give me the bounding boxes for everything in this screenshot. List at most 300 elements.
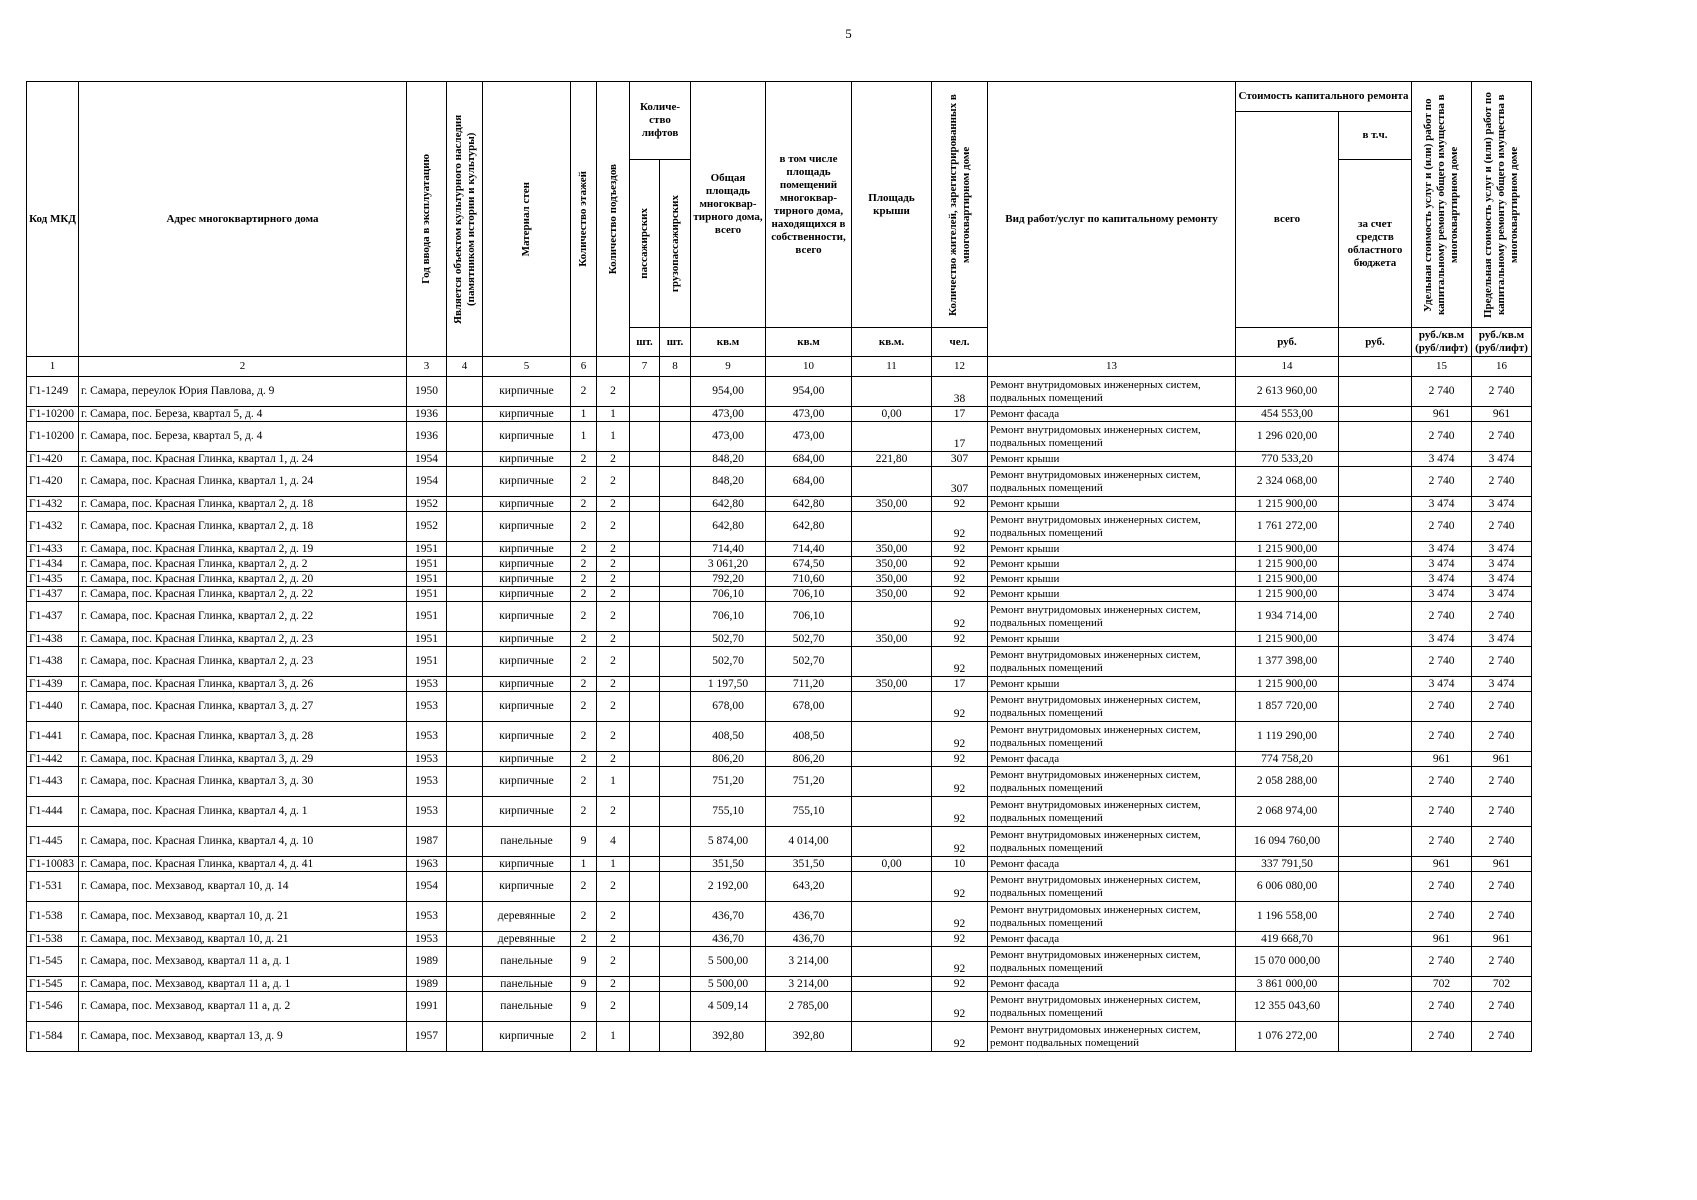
cell-entrances: 2 xyxy=(597,752,630,767)
cell-lifts-cargo xyxy=(660,557,691,572)
cell-floors: 2 xyxy=(571,1022,597,1052)
cell-max-cost: 2 740 xyxy=(1472,377,1532,407)
header-material: Материал стен xyxy=(520,181,532,257)
cell-total-area: 1 197,50 xyxy=(691,677,766,692)
cell-owned-area: 755,10 xyxy=(766,797,852,827)
column-number: 5 xyxy=(483,357,571,377)
cell-total-area: 792,20 xyxy=(691,572,766,587)
page-number: 5 xyxy=(845,26,852,41)
cell-unit-cost: 3 474 xyxy=(1412,632,1472,647)
unit-lifts-c: шт. xyxy=(660,328,691,357)
cell-unit-cost: 2 740 xyxy=(1412,602,1472,632)
cell-work-type: Ремонт внутридомовых инженерных систем, подвальных помещений xyxy=(988,992,1236,1022)
cell-total-area: 678,00 xyxy=(691,692,766,722)
cell-work-type: Ремонт крыши xyxy=(988,542,1236,557)
cell-address: г. Самара, пос. Красная Глинка, квартал 3, д. 26 xyxy=(79,677,407,692)
cell-residents: 92 xyxy=(932,557,988,572)
cell-cost-regional xyxy=(1339,932,1412,947)
cell-unit-cost: 2 740 xyxy=(1412,512,1472,542)
column-number-row xyxy=(27,357,1532,377)
cell-cost-regional xyxy=(1339,497,1412,512)
cell-lifts-passenger xyxy=(630,752,660,767)
header-unit-cost: Удельная стоимость услуг и (или) работ по капитальному ремонту общего имущества в многоквартирном доме xyxy=(1422,94,1460,315)
cell-heritage xyxy=(447,767,483,797)
cell-lifts-passenger xyxy=(630,677,660,692)
cell-floors: 1 xyxy=(571,857,597,872)
cell-residents: 17 xyxy=(932,407,988,422)
cell-material: кирпичные xyxy=(483,587,571,602)
table-row xyxy=(27,587,1532,602)
cell-year: 1954 xyxy=(407,467,447,497)
column-number: 3 xyxy=(407,357,447,377)
cell-heritage xyxy=(447,497,483,512)
cell-floors: 9 xyxy=(571,827,597,857)
cell-owned-area: 351,50 xyxy=(766,857,852,872)
cell-roof-area xyxy=(852,797,932,827)
cell-code: Г1-10200 xyxy=(27,422,79,452)
table-row xyxy=(27,767,1532,797)
cell-address: г. Самара, пос. Мехзавод, квартал 10, д. 14 xyxy=(79,872,407,902)
cell-residents: 92 xyxy=(932,872,988,902)
cell-code: Г1-438 xyxy=(27,632,79,647)
cell-code: Г1-441 xyxy=(27,722,79,752)
cell-owned-area: 3 214,00 xyxy=(766,977,852,992)
cell-cost-regional xyxy=(1339,377,1412,407)
cell-max-cost: 2 740 xyxy=(1472,422,1532,452)
cell-max-cost: 3 474 xyxy=(1472,542,1532,557)
cell-residents: 92 xyxy=(932,632,988,647)
cell-material: кирпичные xyxy=(483,677,571,692)
cell-residents: 92 xyxy=(932,722,988,752)
unit-max-cost: руб./кв.м (руб/лифт) xyxy=(1472,328,1532,357)
table-row xyxy=(27,512,1532,542)
cell-heritage xyxy=(447,587,483,602)
cell-lifts-cargo xyxy=(660,542,691,557)
cell-heritage xyxy=(447,992,483,1022)
cell-owned-area: 408,50 xyxy=(766,722,852,752)
cell-entrances: 2 xyxy=(597,632,630,647)
cell-address: г. Самара, пос. Мехзавод, квартал 11 а, д. 2 xyxy=(79,992,407,1022)
cell-cost-regional xyxy=(1339,767,1412,797)
cell-floors: 2 xyxy=(571,512,597,542)
cell-cost-regional xyxy=(1339,692,1412,722)
cell-lifts-cargo xyxy=(660,677,691,692)
cell-heritage xyxy=(447,1022,483,1052)
cell-entrances: 4 xyxy=(597,827,630,857)
cell-work-type: Ремонт крыши xyxy=(988,677,1236,692)
cell-year: 1951 xyxy=(407,647,447,677)
cell-cost-regional xyxy=(1339,542,1412,557)
column-number: 6 xyxy=(571,357,597,377)
cell-max-cost: 2 740 xyxy=(1472,602,1532,632)
table-row xyxy=(27,407,1532,422)
cell-roof-area xyxy=(852,992,932,1022)
cell-owned-area: 714,40 xyxy=(766,542,852,557)
cell-lifts-cargo xyxy=(660,602,691,632)
cell-max-cost: 3 474 xyxy=(1472,572,1532,587)
cell-entrances: 2 xyxy=(597,542,630,557)
cell-roof-area xyxy=(852,377,932,407)
cell-max-cost: 2 740 xyxy=(1472,692,1532,722)
cell-heritage xyxy=(447,872,483,902)
cell-heritage xyxy=(447,572,483,587)
column-number: 1 xyxy=(27,357,79,377)
table-row xyxy=(27,827,1532,857)
cell-work-type: Ремонт внутридомовых инженерных систем, подвальных помещений xyxy=(988,767,1236,797)
cell-work-type: Ремонт крыши xyxy=(988,572,1236,587)
cell-address: г. Самара, пос. Береза, квартал 5, д. 4 xyxy=(79,407,407,422)
cell-material: кирпичные xyxy=(483,422,571,452)
cell-entrances: 2 xyxy=(597,497,630,512)
cell-roof-area xyxy=(852,467,932,497)
cell-cost-regional xyxy=(1339,587,1412,602)
cell-max-cost: 961 xyxy=(1472,932,1532,947)
cell-owned-area: 643,20 xyxy=(766,872,852,902)
cell-owned-area: 642,80 xyxy=(766,512,852,542)
cell-cost-regional xyxy=(1339,947,1412,977)
cell-roof-area: 350,00 xyxy=(852,677,932,692)
cell-total-area: 5 874,00 xyxy=(691,827,766,857)
cell-residents: 92 xyxy=(932,932,988,947)
cell-owned-area: 4 014,00 xyxy=(766,827,852,857)
cell-unit-cost: 2 740 xyxy=(1412,797,1472,827)
cell-cost-regional xyxy=(1339,632,1412,647)
cell-total-area: 848,20 xyxy=(691,452,766,467)
cell-roof-area xyxy=(852,827,932,857)
cell-total-area: 706,10 xyxy=(691,602,766,632)
cell-unit-cost: 3 474 xyxy=(1412,557,1472,572)
cell-lifts-cargo xyxy=(660,932,691,947)
cell-cost-regional xyxy=(1339,902,1412,932)
cell-floors: 2 xyxy=(571,602,597,632)
cell-floors: 2 xyxy=(571,752,597,767)
cell-year: 1989 xyxy=(407,947,447,977)
cell-lifts-passenger xyxy=(630,767,660,797)
column-number: 8 xyxy=(660,357,691,377)
cell-owned-area: 2 785,00 xyxy=(766,992,852,1022)
cell-unit-cost: 2 740 xyxy=(1412,767,1472,797)
cell-heritage xyxy=(447,377,483,407)
cell-material: кирпичные xyxy=(483,752,571,767)
cell-entrances: 2 xyxy=(597,692,630,722)
cell-year: 1953 xyxy=(407,932,447,947)
cell-total-area: 392,80 xyxy=(691,1022,766,1052)
cell-code: Г1-432 xyxy=(27,512,79,542)
cell-roof-area: 221,80 xyxy=(852,452,932,467)
cell-code: Г1-438 xyxy=(27,647,79,677)
table-row xyxy=(27,467,1532,497)
cell-lifts-cargo xyxy=(660,857,691,872)
cell-owned-area: 392,80 xyxy=(766,1022,852,1052)
cell-code: Г1-545 xyxy=(27,977,79,992)
cell-entrances: 2 xyxy=(597,377,630,407)
cell-unit-cost: 2 740 xyxy=(1412,872,1472,902)
cell-entrances: 1 xyxy=(597,857,630,872)
cell-floors: 1 xyxy=(571,422,597,452)
cell-lifts-passenger xyxy=(630,557,660,572)
cell-material: кирпичные xyxy=(483,602,571,632)
cell-work-type: Ремонт внутридомовых инженерных систем, подвальных помещений xyxy=(988,722,1236,752)
cell-heritage xyxy=(447,632,483,647)
table-row xyxy=(27,872,1532,902)
cell-lifts-passenger xyxy=(630,572,660,587)
cell-lifts-cargo xyxy=(660,632,691,647)
cell-work-type: Ремонт внутридомовых инженерных систем, подвальных помещений xyxy=(988,422,1236,452)
cell-residents: 92 xyxy=(932,587,988,602)
cell-floors: 9 xyxy=(571,992,597,1022)
cell-total-area: 408,50 xyxy=(691,722,766,752)
cell-year: 1989 xyxy=(407,977,447,992)
cell-roof-area xyxy=(852,872,932,902)
cell-heritage xyxy=(447,407,483,422)
column-number: 11 xyxy=(852,357,932,377)
cell-floors: 2 xyxy=(571,872,597,902)
table-row xyxy=(27,377,1532,407)
cell-lifts-passenger xyxy=(630,407,660,422)
cell-year: 1951 xyxy=(407,542,447,557)
header-year: Год ввода в эксплуатацию xyxy=(420,154,432,284)
cell-roof-area: 0,00 xyxy=(852,857,932,872)
cell-residents: 92 xyxy=(932,752,988,767)
cell-residents: 10 xyxy=(932,857,988,872)
cell-lifts-cargo xyxy=(660,767,691,797)
cell-code: Г1-1249 xyxy=(27,377,79,407)
cell-entrances: 2 xyxy=(597,512,630,542)
cell-roof-area xyxy=(852,647,932,677)
cell-unit-cost: 961 xyxy=(1412,752,1472,767)
cell-lifts-cargo xyxy=(660,1022,691,1052)
cell-entrances: 1 xyxy=(597,767,630,797)
header-cost-incl: в т.ч. xyxy=(1339,112,1412,160)
cell-material: кирпичные xyxy=(483,1022,571,1052)
cell-roof-area xyxy=(852,722,932,752)
cell-total-area: 436,70 xyxy=(691,902,766,932)
table-row xyxy=(27,797,1532,827)
cell-entrances: 2 xyxy=(597,677,630,692)
cell-floors: 2 xyxy=(571,557,597,572)
cell-address: г. Самара, пос. Мехзавод, квартал 11 а, д. 1 xyxy=(79,977,407,992)
cell-heritage xyxy=(447,977,483,992)
cell-unit-cost: 3 474 xyxy=(1412,677,1472,692)
cell-lifts-passenger xyxy=(630,827,660,857)
cell-lifts-passenger xyxy=(630,452,660,467)
cell-max-cost: 2 740 xyxy=(1472,992,1532,1022)
cell-work-type: Ремонт внутридомовых инженерных систем, подвальных помещений xyxy=(988,827,1236,857)
cell-lifts-passenger xyxy=(630,947,660,977)
cell-heritage xyxy=(447,932,483,947)
cell-entrances: 2 xyxy=(597,932,630,947)
column-number xyxy=(1339,357,1412,377)
cell-owned-area: 502,70 xyxy=(766,647,852,677)
cell-residents: 92 xyxy=(932,692,988,722)
cell-unit-cost: 961 xyxy=(1412,932,1472,947)
cell-cost-total: 16 094 760,00 xyxy=(1236,827,1339,857)
cell-year: 1953 xyxy=(407,692,447,722)
unit-unit-cost: руб./кв.м (руб/лифт) xyxy=(1412,328,1472,357)
cell-lifts-cargo xyxy=(660,647,691,677)
cell-total-area: 806,20 xyxy=(691,752,766,767)
header-lifts-passenger: пассажирских xyxy=(638,208,650,279)
cell-cost-regional xyxy=(1339,752,1412,767)
column-number: 12 xyxy=(932,357,988,377)
cell-material: кирпичные xyxy=(483,572,571,587)
cell-roof-area xyxy=(852,512,932,542)
cell-cost-total: 2 058 288,00 xyxy=(1236,767,1339,797)
header-code: Код МКД xyxy=(27,82,79,357)
cell-floors: 2 xyxy=(571,632,597,647)
cell-lifts-cargo xyxy=(660,512,691,542)
unit-cost-total: руб. xyxy=(1236,328,1339,357)
cell-material: панельные xyxy=(483,947,571,977)
cell-floors: 2 xyxy=(571,572,597,587)
cell-entrances: 2 xyxy=(597,992,630,1022)
cell-cost-regional xyxy=(1339,452,1412,467)
cell-max-cost: 2 740 xyxy=(1472,722,1532,752)
cell-max-cost: 2 740 xyxy=(1472,947,1532,977)
cell-lifts-cargo xyxy=(660,992,691,1022)
cell-roof-area xyxy=(852,692,932,722)
cell-year: 1953 xyxy=(407,902,447,932)
header-address: Адрес многоквартирного дома xyxy=(79,82,407,357)
cell-unit-cost: 2 740 xyxy=(1412,827,1472,857)
cell-owned-area: 706,10 xyxy=(766,587,852,602)
cell-roof-area xyxy=(852,1022,932,1052)
cell-heritage xyxy=(447,452,483,467)
cell-material: кирпичные xyxy=(483,722,571,752)
cell-floors: 2 xyxy=(571,722,597,752)
cell-work-type: Ремонт внутридомовых инженерных систем, подвальных помещений xyxy=(988,872,1236,902)
column-number: 15 xyxy=(1412,357,1472,377)
cell-cost-total: 1 296 020,00 xyxy=(1236,422,1339,452)
table-body xyxy=(27,377,1532,1052)
cell-owned-area: 674,50 xyxy=(766,557,852,572)
cell-code: Г1-10083 xyxy=(27,857,79,872)
cell-unit-cost: 2 740 xyxy=(1412,467,1472,497)
cell-owned-area: 473,00 xyxy=(766,422,852,452)
table-row xyxy=(27,422,1532,452)
cell-material: кирпичные xyxy=(483,557,571,572)
cell-unit-cost: 3 474 xyxy=(1412,452,1472,467)
cell-material: кирпичные xyxy=(483,632,571,647)
cell-address: г. Самара, пос. Красная Глинка, квартал 1, д. 24 xyxy=(79,452,407,467)
header-owned-area: в том числе площадь помещений многоквар-тирного дома, находящихся в собственности, всего xyxy=(766,82,852,328)
cell-entrances: 2 xyxy=(597,602,630,632)
cell-work-type: Ремонт крыши xyxy=(988,497,1236,512)
cell-material: деревянные xyxy=(483,902,571,932)
cell-code: Г1-442 xyxy=(27,752,79,767)
cell-cost-total: 774 758,20 xyxy=(1236,752,1339,767)
cell-heritage xyxy=(447,797,483,827)
header-lifts: Количе-ство лифтов xyxy=(630,82,691,160)
cell-entrances: 2 xyxy=(597,947,630,977)
cell-residents: 92 xyxy=(932,572,988,587)
table-row xyxy=(27,722,1532,752)
cell-heritage xyxy=(447,602,483,632)
cell-code: Г1-531 xyxy=(27,872,79,902)
cell-heritage xyxy=(447,647,483,677)
cell-unit-cost: 2 740 xyxy=(1412,422,1472,452)
cell-year: 1951 xyxy=(407,632,447,647)
cell-heritage xyxy=(447,557,483,572)
cell-cost-total: 1 215 900,00 xyxy=(1236,497,1339,512)
column-number: 10 xyxy=(766,357,852,377)
unit-residents: чел. xyxy=(932,328,988,357)
column-number xyxy=(597,357,630,377)
cell-residents: 92 xyxy=(932,1022,988,1052)
cell-lifts-cargo xyxy=(660,467,691,497)
table-row xyxy=(27,692,1532,722)
cell-year: 1951 xyxy=(407,572,447,587)
cell-work-type: Ремонт крыши xyxy=(988,452,1236,467)
cell-cost-total: 3 861 000,00 xyxy=(1236,977,1339,992)
cell-year: 1951 xyxy=(407,602,447,632)
cell-cost-regional xyxy=(1339,827,1412,857)
cell-cost-regional xyxy=(1339,677,1412,692)
cell-lifts-passenger xyxy=(630,602,660,632)
cell-material: кирпичные xyxy=(483,407,571,422)
cell-roof-area xyxy=(852,977,932,992)
cell-cost-regional xyxy=(1339,602,1412,632)
cell-residents: 92 xyxy=(932,602,988,632)
cell-code: Г1-437 xyxy=(27,602,79,632)
cell-lifts-cargo xyxy=(660,452,691,467)
cell-residents: 92 xyxy=(932,902,988,932)
table-row xyxy=(27,647,1532,677)
cell-heritage xyxy=(447,722,483,752)
cell-unit-cost: 2 740 xyxy=(1412,692,1472,722)
cell-owned-area: 642,80 xyxy=(766,497,852,512)
cell-cost-regional xyxy=(1339,857,1412,872)
cell-total-area: 502,70 xyxy=(691,647,766,677)
cell-owned-area: 711,20 xyxy=(766,677,852,692)
cell-address: г. Самара, пос. Красная Глинка, квартал 3, д. 29 xyxy=(79,752,407,767)
cell-lifts-cargo xyxy=(660,977,691,992)
cell-max-cost: 3 474 xyxy=(1472,497,1532,512)
cell-roof-area xyxy=(852,767,932,797)
cell-unit-cost: 2 740 xyxy=(1412,947,1472,977)
cell-total-area: 751,20 xyxy=(691,767,766,797)
cell-total-area: 502,70 xyxy=(691,632,766,647)
table-row xyxy=(27,602,1532,632)
cell-max-cost: 702 xyxy=(1472,977,1532,992)
cell-year: 1951 xyxy=(407,587,447,602)
table-row xyxy=(27,932,1532,947)
cell-roof-area: 350,00 xyxy=(852,557,932,572)
cell-lifts-cargo xyxy=(660,752,691,767)
cell-cost-regional xyxy=(1339,977,1412,992)
cell-cost-total: 1 076 272,00 xyxy=(1236,1022,1339,1052)
cell-lifts-cargo xyxy=(660,377,691,407)
cell-residents: 92 xyxy=(932,992,988,1022)
cell-code: Г1-434 xyxy=(27,557,79,572)
cell-floors: 2 xyxy=(571,377,597,407)
cell-roof-area xyxy=(852,947,932,977)
cell-roof-area: 350,00 xyxy=(852,497,932,512)
cell-cost-total: 1 196 558,00 xyxy=(1236,902,1339,932)
cell-residents: 307 xyxy=(932,452,988,467)
cell-address: г. Самара, пос. Красная Глинка, квартал 2, д. 23 xyxy=(79,632,407,647)
cell-work-type: Ремонт внутридомовых инженерных систем, подвальных помещений xyxy=(988,692,1236,722)
cell-cost-total: 1 857 720,00 xyxy=(1236,692,1339,722)
cell-year: 1953 xyxy=(407,722,447,752)
cell-lifts-passenger xyxy=(630,512,660,542)
cell-heritage xyxy=(447,677,483,692)
cell-code: Г1-432 xyxy=(27,497,79,512)
cell-cost-regional xyxy=(1339,467,1412,497)
cell-floors: 2 xyxy=(571,692,597,722)
cell-residents: 92 xyxy=(932,797,988,827)
cell-cost-regional xyxy=(1339,992,1412,1022)
